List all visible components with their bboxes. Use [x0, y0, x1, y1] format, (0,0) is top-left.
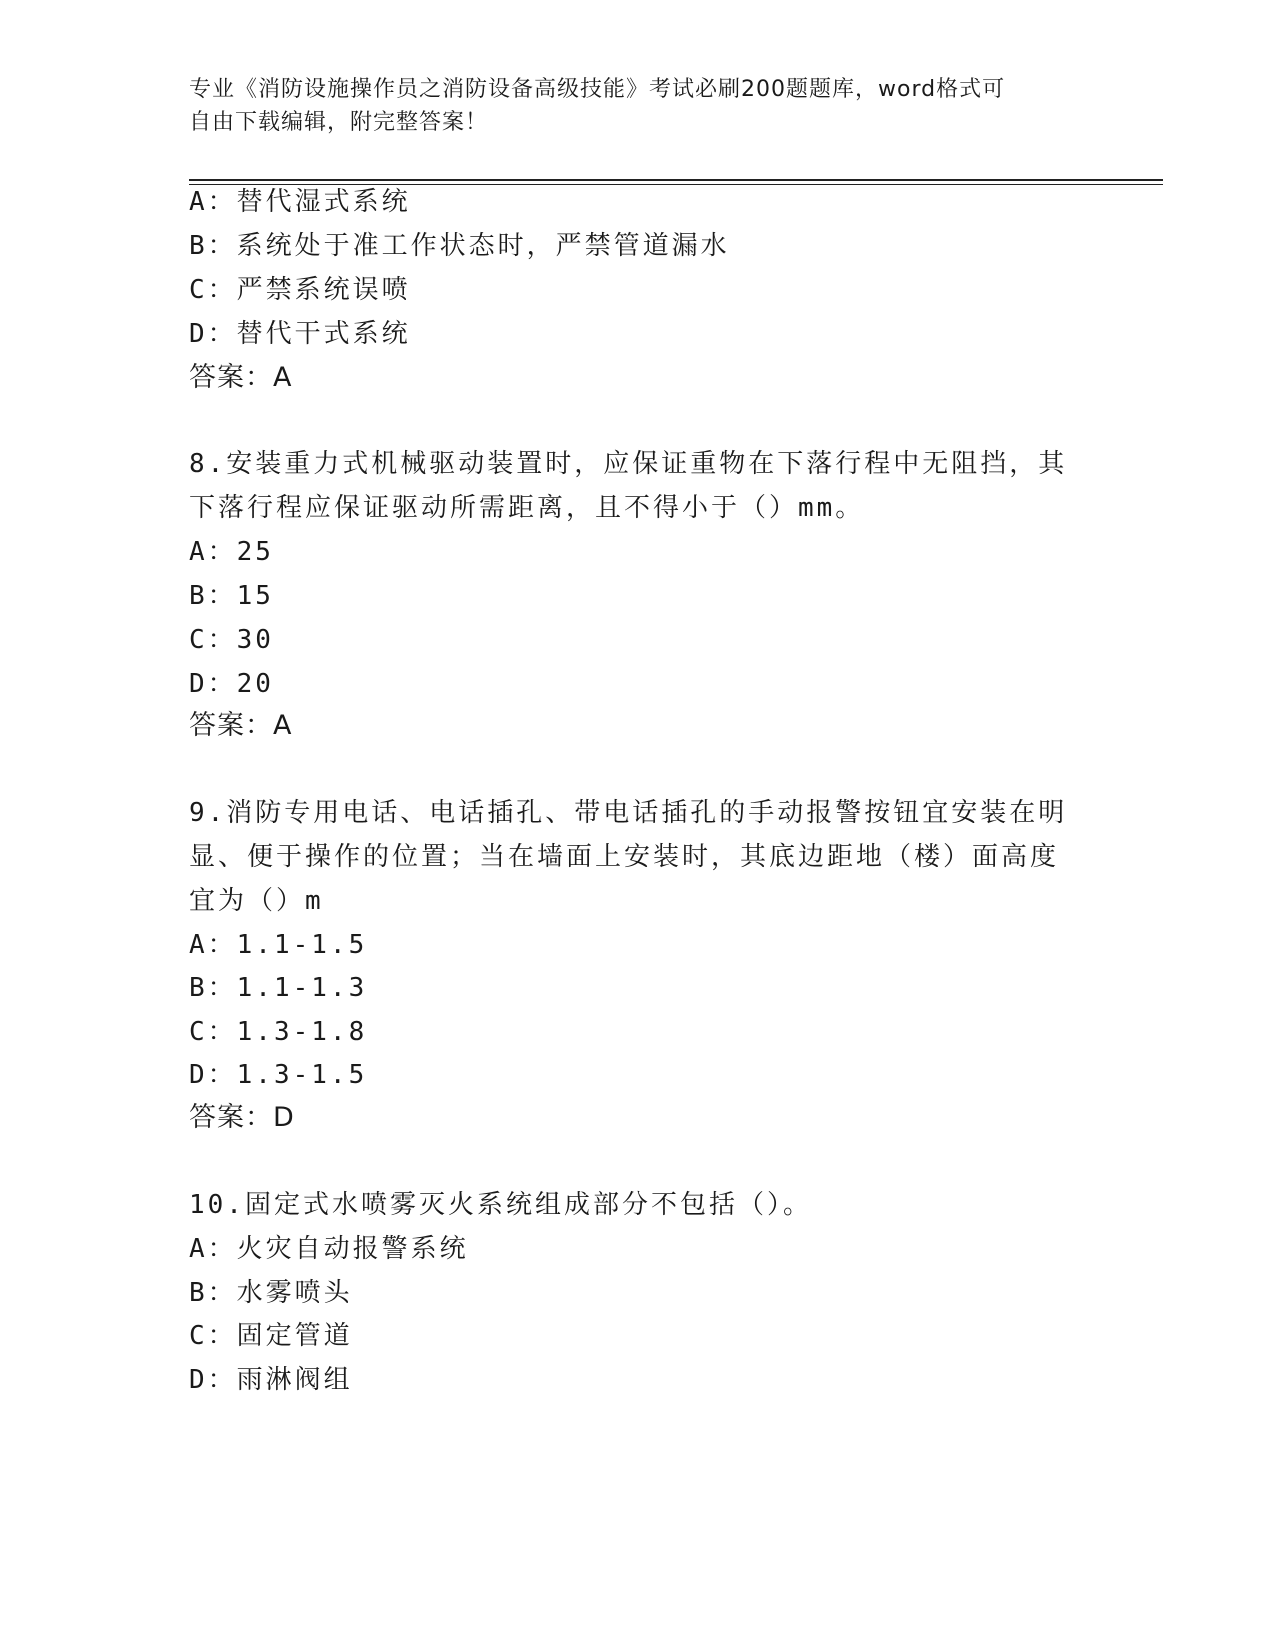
q9-option-b: B：1.1-1.3	[189, 973, 368, 1003]
q7-option-c: C：严禁系统误喷	[189, 275, 411, 305]
q8-answer: 答案：A	[189, 710, 293, 741]
q8-option-b: B：15	[189, 581, 274, 611]
q9-option-c: C：1.3-1.8	[189, 1017, 368, 1047]
q9-stem-line-2: 显、便于操作的位置；当在墙面上安装时，其底边距地（楼）面高度	[189, 842, 1060, 872]
q8-stem-line-1: 8.安装重力式机械驱动装置时，应保证重物在下落行程中无阻挡，其	[189, 449, 1068, 479]
q8-stem-line-2: 下落行程应保证驱动所需距离，且不得小于（）mm。	[189, 493, 865, 523]
q9-option-d: D：1.3-1.5	[189, 1060, 368, 1090]
q7-option-a: A：替代湿式系统	[189, 187, 411, 217]
document-header	[189, 73, 1089, 139]
q10-option-c: C：固定管道	[189, 1321, 353, 1351]
q7-answer: 答案：A	[189, 362, 293, 393]
header-line-1: 专业《消防设施操作员之消防设备高级技能》考试必刷200题题库，word格式可	[189, 77, 1006, 102]
q10-stem-line-1: 10.固定式水喷雾灭火系统组成部分不包括（）。	[189, 1190, 812, 1220]
q9-stem-line-3: 宜为（）m	[189, 886, 324, 916]
q7-option-d: D：替代干式系统	[189, 319, 411, 349]
q8-option-d: D：20	[189, 669, 274, 699]
q9-answer: 答案：D	[189, 1102, 295, 1133]
header-line-2: 自由下载编辑，附完整答案！	[189, 110, 489, 135]
q9-option-a: A：1.1-1.5	[189, 930, 368, 960]
q8-option-a: A：25	[189, 537, 274, 567]
q9-stem-line-1: 9.消防专用电话、电话插孔、带电话插孔的手动报警按钮宜安装在明	[189, 798, 1068, 828]
q10-option-d: D：雨淋阀组	[189, 1365, 353, 1395]
q10-option-a: A：火灾自动报警系统	[189, 1234, 469, 1264]
q10-option-b: B：水雾喷头	[189, 1278, 353, 1308]
q7-option-b: B：系统处于准工作状态时，严禁管道漏水	[189, 231, 730, 261]
q8-option-c: C：30	[189, 625, 274, 655]
